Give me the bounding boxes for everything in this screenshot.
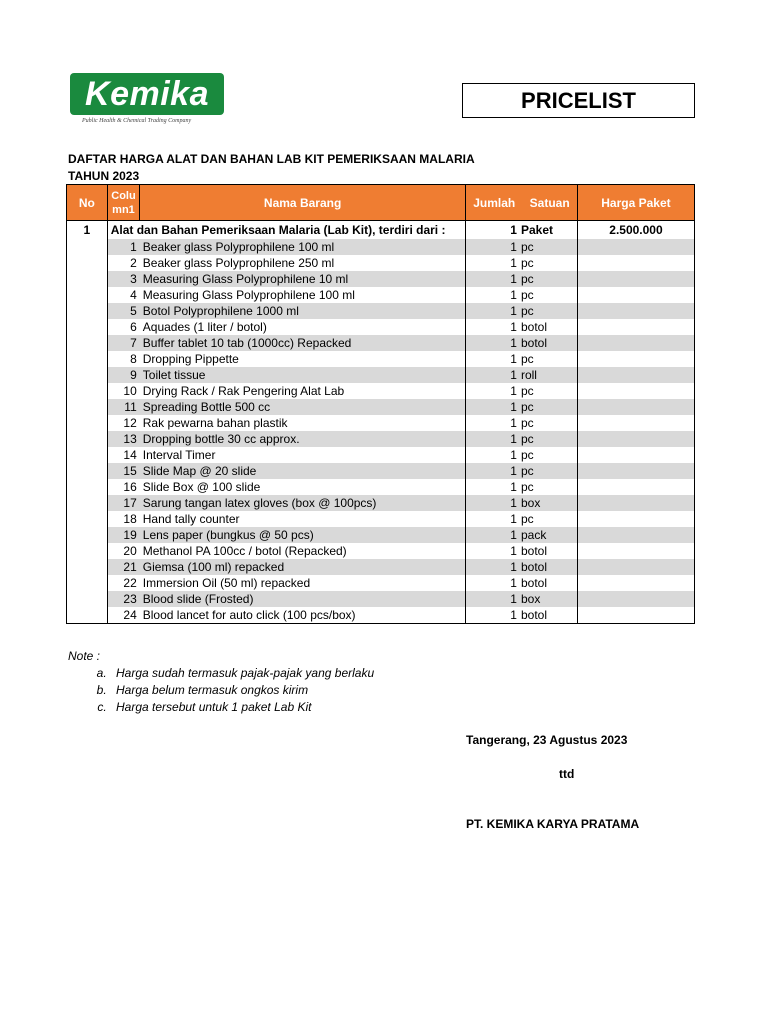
table-row: [67, 415, 695, 431]
item-number: 14: [123, 448, 137, 462]
table-row: [67, 543, 695, 559]
item-name: Sarung tangan latex gloves (box @ 100pcs): [140, 495, 466, 511]
item-number: 3: [107, 271, 140, 287]
item-qty-num: 1: [510, 240, 517, 254]
item-qty-num: 1: [510, 512, 517, 526]
item-qty-num: 1: [510, 592, 517, 606]
item-number: 1: [107, 239, 140, 255]
document-title: PRICELIST: [462, 83, 695, 118]
item-qty: [465, 271, 577, 287]
item-qty: [465, 303, 577, 319]
row-no: [67, 239, 108, 255]
signature-place-date: Tangerang, 23 Agustus 2023: [466, 733, 628, 747]
item-qty: [465, 431, 577, 447]
item-qty-num: 1: [510, 544, 517, 558]
item-price: [577, 447, 694, 463]
header-harga-paket: Harga Paket: [577, 185, 694, 221]
item-price: [577, 255, 694, 271]
item-qty-unit: botol: [520, 320, 547, 334]
table-row: [67, 447, 695, 463]
item-number: 11: [107, 399, 140, 415]
item-qty-unit: pc: [520, 288, 534, 302]
item-price: [577, 383, 694, 399]
item-price: [577, 543, 694, 559]
row-no: [67, 447, 108, 463]
header-no: No: [67, 185, 108, 221]
table-row: [67, 319, 695, 335]
item-number: 9: [107, 367, 140, 383]
row-no: [67, 479, 108, 495]
table-row-main: [67, 221, 695, 240]
signature-company: PT. KEMIKA KARYA PRATAMA: [466, 817, 640, 831]
item-qty-unit: pc: [520, 272, 534, 286]
table-row: [67, 463, 695, 479]
item-qty-unit: pc: [520, 416, 534, 430]
item-qty-num: 1: [510, 496, 517, 510]
item-qty-num: 1: [510, 320, 517, 334]
item-name: Spreading Bottle 500 cc: [140, 399, 466, 415]
item-qty-num: 1: [510, 400, 517, 414]
item-qty-unit: botol: [520, 608, 547, 622]
item-name: Immersion Oil (50 ml) repacked: [142, 576, 311, 590]
header-jumlah-satuan: [465, 185, 577, 221]
item-number: 7: [107, 335, 140, 351]
item-number: 16: [123, 480, 137, 494]
table-row: [67, 255, 695, 271]
item-qty-unit: roll: [520, 368, 537, 382]
item-qty-num: 1: [510, 288, 517, 302]
header-satuan: Satuan: [529, 195, 570, 210]
item-qty-num: 1: [510, 528, 517, 542]
note-item: a. Harga sudah termasuk pajak-pajak yang berlaku: [110, 665, 374, 682]
item-name: Beaker glass Polyprophilene 100 ml: [140, 239, 466, 255]
item-qty: [465, 543, 577, 559]
item-name: Measuring Glass Polyprophilene 10 ml: [140, 271, 466, 287]
item-name: Measuring Glass Polyprophilene 100 ml: [142, 288, 355, 302]
row-no: [67, 383, 108, 399]
table-row: [67, 607, 695, 624]
item-qty: [465, 399, 577, 415]
table-header-row: [67, 185, 695, 221]
row-no: [67, 527, 108, 543]
table-row: [67, 287, 695, 303]
table-row: [67, 527, 695, 543]
item-number: 5: [107, 303, 140, 319]
item-qty-num: 1: [510, 416, 517, 430]
table-row: [67, 495, 695, 511]
row-no: 1: [67, 221, 108, 240]
row-price: 2.500.000: [577, 221, 694, 240]
row-no: [67, 575, 108, 591]
item-qty-num: 1: [510, 448, 517, 462]
item-qty: [465, 463, 577, 479]
row-no: [67, 319, 108, 335]
signature-ttd: ttd: [559, 767, 575, 781]
item-name: Interval Timer: [142, 448, 216, 462]
header-nama-barang: Nama Barang: [140, 185, 466, 221]
item-qty-num: 1: [510, 464, 517, 478]
item-name: Hand tally counter: [142, 512, 240, 526]
item-qty: [465, 607, 577, 624]
row-no: [67, 543, 108, 559]
item-qty-unit: botol: [520, 560, 547, 574]
item-qty: [465, 335, 577, 351]
table-row: [67, 559, 695, 575]
item-name: Botol Polyprophilene 1000 ml: [140, 303, 466, 319]
row-qty-num: 1: [510, 223, 517, 237]
table-row: [67, 383, 695, 399]
row-no: [67, 367, 108, 383]
item-price: [577, 335, 694, 351]
item-number: 21: [107, 559, 140, 575]
item-qty-unit: pc: [520, 480, 534, 494]
item-price: [577, 367, 694, 383]
item-price: [577, 575, 694, 591]
row-qty: [465, 221, 577, 240]
item-qty: [465, 415, 577, 431]
item-qty-num: 1: [510, 256, 517, 270]
item-price: [577, 591, 694, 607]
item-qty: [465, 319, 577, 335]
row-no: [67, 607, 108, 624]
note-item: b. Harga belum termasuk ongkos kirim: [110, 682, 374, 699]
item-qty-unit: pc: [520, 432, 534, 446]
item-qty: [465, 383, 577, 399]
item-price: [577, 351, 694, 367]
item-number: 4: [130, 288, 137, 302]
item-qty-unit: botol: [520, 544, 547, 558]
row-no: [67, 495, 108, 511]
row-no: [67, 431, 108, 447]
item-name: Aquades (1 liter / botol): [142, 320, 267, 334]
document-heading: [68, 151, 475, 185]
item-qty-num: 1: [510, 352, 517, 366]
item-qty-num: 1: [510, 576, 517, 590]
item-price: [577, 431, 694, 447]
table-row: [67, 271, 695, 287]
item-name: Rak pewarna bahan plastik: [142, 416, 288, 430]
item-price: [577, 559, 694, 575]
item-number: 13: [107, 431, 140, 447]
item-qty-unit: botol: [520, 576, 547, 590]
table-row: [67, 399, 695, 415]
row-no: [67, 255, 108, 271]
company-logo: [70, 73, 226, 129]
notes-label: Note :: [68, 649, 101, 663]
item-name: Blood lancet for auto click (100 pcs/box): [140, 607, 466, 624]
item-qty-unit: pc: [520, 304, 534, 318]
header-jumlah: Jumlah: [473, 195, 516, 210]
table-row: [67, 591, 695, 607]
table-row: [67, 367, 695, 383]
item-qty: [465, 239, 577, 255]
item-price: [577, 399, 694, 415]
price-table: [66, 184, 695, 624]
item-name: Toilet tissue: [140, 367, 466, 383]
item-number: 24: [107, 607, 140, 624]
item-qty-num: 1: [510, 480, 517, 494]
row-no: [67, 463, 108, 479]
row-no: [67, 351, 108, 367]
item-qty-unit: pc: [520, 400, 534, 414]
item-qty-unit: pc: [520, 352, 534, 366]
item-qty-num: 1: [510, 272, 517, 286]
table-row: [67, 575, 695, 591]
item-price: [577, 479, 694, 495]
item-name: Dropping Pippette: [142, 352, 239, 366]
item-qty-unit: pc: [520, 384, 534, 398]
item-qty-unit: pc: [520, 448, 534, 462]
item-name: Drying Rack / Rak Pengering Alat Lab: [142, 384, 345, 398]
item-price: [577, 319, 694, 335]
row-no: [67, 303, 108, 319]
item-name: Slide Box @ 100 slide: [142, 480, 261, 494]
item-qty: [465, 287, 577, 303]
item-qty-num: 1: [510, 304, 517, 318]
logo-tagline: Public Health & Chemical Trading Company: [82, 118, 192, 124]
item-qty: [465, 479, 577, 495]
item-qty: [465, 447, 577, 463]
item-price: [577, 239, 694, 255]
row-no: [67, 591, 108, 607]
item-qty: [465, 559, 577, 575]
row-name: Alat dan Bahan Pemeriksaan Malaria (Lab Kit), terdiri dari :: [110, 223, 446, 237]
heading-line-1: DAFTAR HARGA ALAT DAN BAHAN LAB KIT PEMERIKSAAN MALARIA: [68, 152, 475, 166]
item-qty-unit: pc: [520, 240, 534, 254]
item-qty-num: 1: [510, 560, 517, 574]
item-qty: [465, 575, 577, 591]
item-qty-num: 1: [510, 336, 517, 350]
table-row: [67, 511, 695, 527]
table-row: [67, 479, 695, 495]
row-no: [67, 287, 108, 303]
item-qty: [465, 591, 577, 607]
row-no: [67, 271, 108, 287]
item-price: [577, 303, 694, 319]
item-number: 17: [107, 495, 140, 511]
item-qty-unit: pack: [520, 528, 547, 542]
item-qty-unit: box: [520, 592, 541, 606]
item-price: [577, 271, 694, 287]
table-row: [67, 431, 695, 447]
item-number: 23: [107, 591, 140, 607]
row-no: [67, 335, 108, 351]
table-row: [67, 335, 695, 351]
item-qty: [465, 495, 577, 511]
item-number: 22: [123, 576, 137, 590]
table-row: [67, 239, 695, 255]
row-no: [67, 511, 108, 527]
item-qty-unit: botol: [520, 336, 547, 350]
item-number: 18: [123, 512, 137, 526]
item-name: Lens paper (bungkus @ 50 pcs): [140, 527, 466, 543]
item-qty-num: 1: [510, 384, 517, 398]
item-name: Dropping bottle 30 cc approx.: [140, 431, 466, 447]
notes-list: [68, 665, 374, 716]
item-qty-unit: pc: [520, 464, 534, 478]
logo-wordmark: Kemika: [70, 73, 224, 115]
notes-section: [68, 648, 374, 716]
row-qty-unit: Paket: [520, 223, 553, 237]
item-name: Methanol PA 100cc / botol (Repacked): [142, 544, 347, 558]
item-qty-unit: box: [520, 496, 541, 510]
item-qty: [465, 511, 577, 527]
item-name: Buffer tablet 10 tab (1000cc) Repacked: [140, 335, 466, 351]
item-number: 19: [107, 527, 140, 543]
row-no: [67, 415, 108, 431]
item-name: Slide Map @ 20 slide: [140, 463, 466, 479]
heading-line-2: TAHUN 2023: [68, 169, 140, 183]
item-price: [577, 527, 694, 543]
table-row: [67, 303, 695, 319]
item-number: 20: [123, 544, 137, 558]
table-row: [67, 351, 695, 367]
item-number: 2: [130, 256, 137, 270]
item-number: 8: [130, 352, 137, 366]
item-number: 12: [123, 416, 137, 430]
item-qty: [465, 527, 577, 543]
row-no: [67, 559, 108, 575]
item-name: Blood slide (Frosted): [140, 591, 466, 607]
item-qty-num: 1: [510, 368, 517, 382]
item-qty: [465, 255, 577, 271]
note-item: c. Harga tersebut untuk 1 paket Lab Kit: [110, 699, 374, 716]
item-price: [577, 415, 694, 431]
item-qty: [465, 367, 577, 383]
row-no: [67, 399, 108, 415]
item-qty-num: 1: [510, 432, 517, 446]
item-qty: [465, 351, 577, 367]
item-number: 6: [130, 320, 137, 334]
item-number: 10: [123, 384, 137, 398]
item-qty-num: 1: [510, 608, 517, 622]
item-name: Giemsa (100 ml) repacked: [140, 559, 466, 575]
item-name: Beaker glass Polyprophilene 250 ml: [142, 256, 335, 270]
item-qty-unit: pc: [520, 512, 534, 526]
item-price: [577, 607, 694, 624]
item-price: [577, 287, 694, 303]
item-price: [577, 463, 694, 479]
item-number: 15: [107, 463, 140, 479]
header-column1: Colu mn1: [107, 185, 140, 221]
item-price: [577, 511, 694, 527]
item-qty-unit: pc: [520, 256, 534, 270]
item-price: [577, 495, 694, 511]
